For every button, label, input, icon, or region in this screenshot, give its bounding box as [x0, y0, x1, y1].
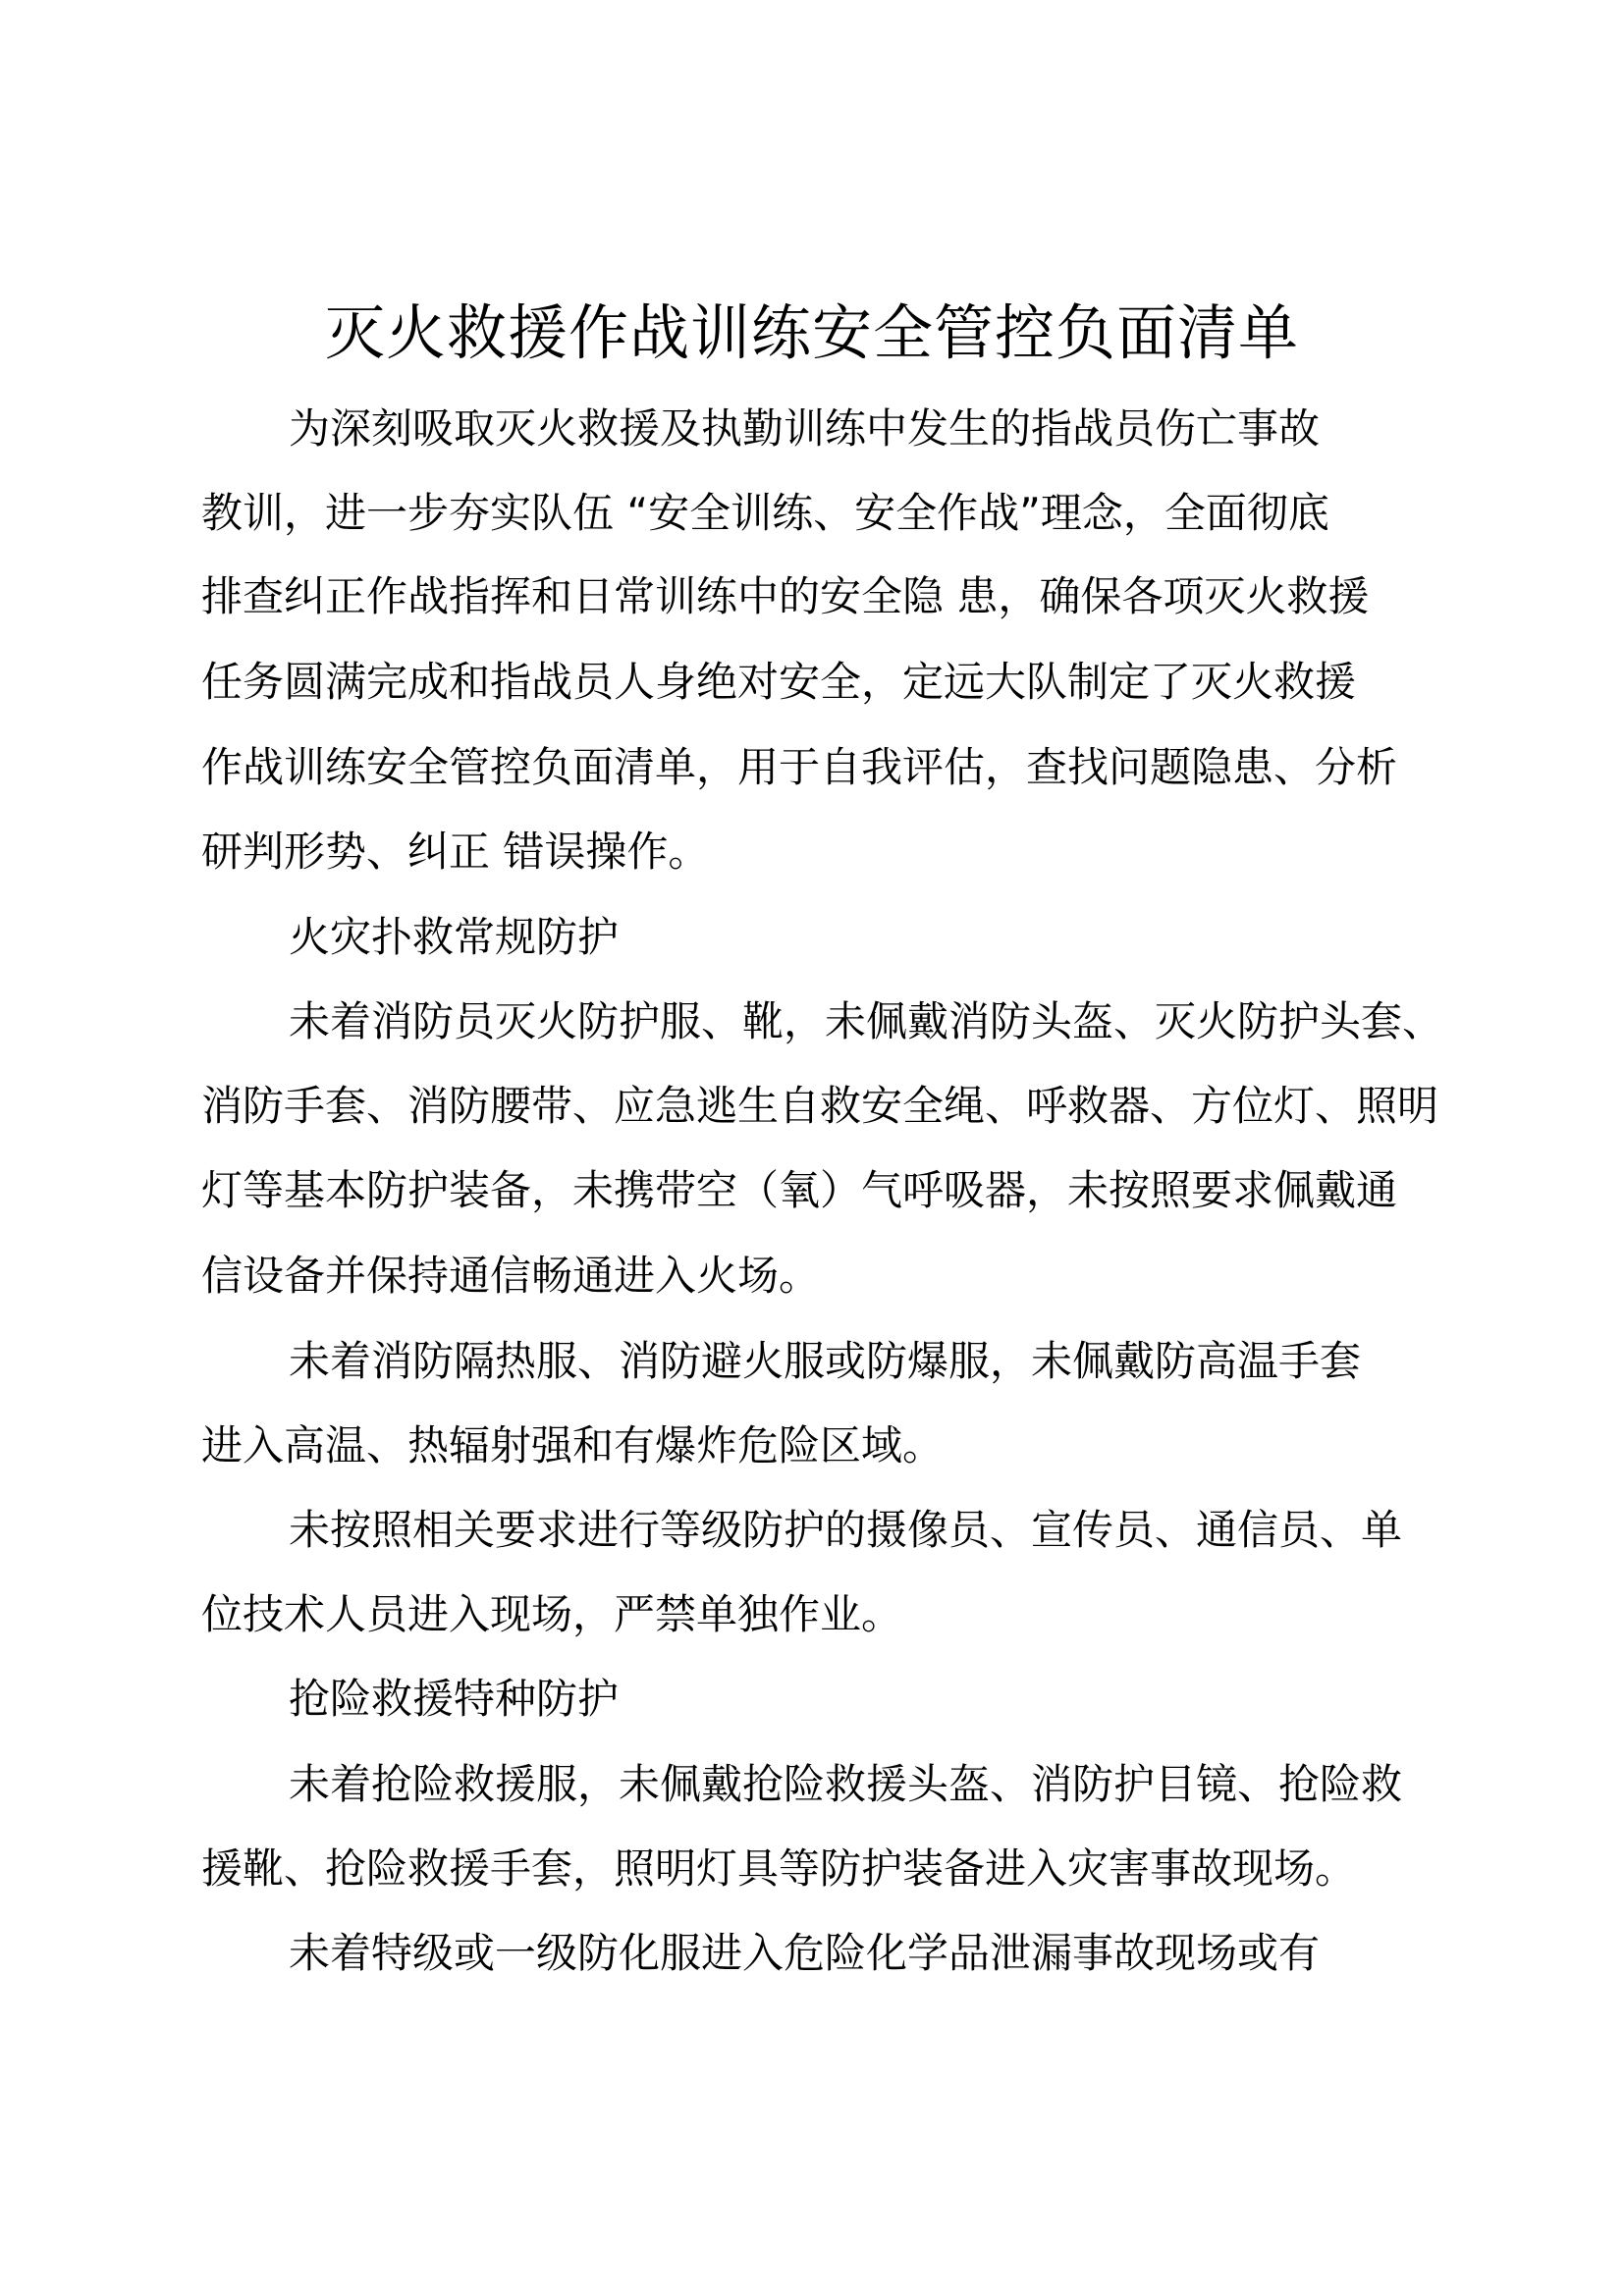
paragraph-line: 未着抢险救援服，未佩戴抢险救援头盔、消防护目镜、抢险救 [289, 1760, 1403, 1808]
paragraph-line: 未着特级或一级防化服进入危险化学品泄漏事故现场或有 [289, 1929, 1321, 1977]
paragraph-line: 研判形势、纠正 错误操作。 [201, 828, 710, 876]
paragraph-line: 信设备并保持通信畅通进入火场。 [201, 1252, 821, 1300]
document-title: 灭火救援作战训练安全管控负面清单 [324, 298, 1299, 368]
paragraph-line: 未着消防隔热服、消防避火服或防爆服，未佩戴防高温手套 [289, 1337, 1362, 1385]
section-heading: 抢险救援特种防护 [289, 1675, 620, 1723]
paragraph-line: 排查纠正作战指挥和日常训练中的安全隐 患，确保各项灭火救援 [201, 572, 1370, 620]
section-heading: 火灾扑救常规防护 [289, 913, 620, 961]
paragraph-line: 位技术人员进入现场，严禁单独作业。 [201, 1590, 903, 1638]
paragraph-line: 援靴、抢险救援手套，照明灯具等防护装备进入灾害事故现场。 [201, 1844, 1357, 1893]
paragraph-line: 教训，进一步夯实队伍 “安全训练、安全作战”理念，全面彻底 [201, 489, 1329, 537]
paragraph-line: 任务圆满完成和指战员人身绝对安全，定远大队制定了灭火救援 [201, 658, 1357, 706]
paragraph-line: 为深刻吸取灭火救援及执勤训练中发生的指战员伤亡事故 [289, 404, 1321, 453]
paragraph-line: 未按照相关要求进行等级防护的摄像员、宣传员、通信员、单 [289, 1506, 1403, 1554]
paragraph-line: 进入高温、热辐射强和有爆炸危险区域。 [201, 1421, 945, 1469]
paragraph-line: 消防手套、消防腰带、应急逃生自救安全绳、呼救器、方位灯、照明 [201, 1082, 1439, 1130]
paragraph-line: 作战训练安全管控负面清单，用于自我评估，查找问题隐患、分析 [201, 743, 1398, 791]
paragraph-line: 未着消防员灭火防护服、靴，未佩戴消防头盔、灭火防护头套、 [289, 997, 1444, 1045]
paragraph-line: 灯等基本防护装备，未携带空（氧）气呼吸器，未按照要求佩戴通 [201, 1166, 1398, 1214]
